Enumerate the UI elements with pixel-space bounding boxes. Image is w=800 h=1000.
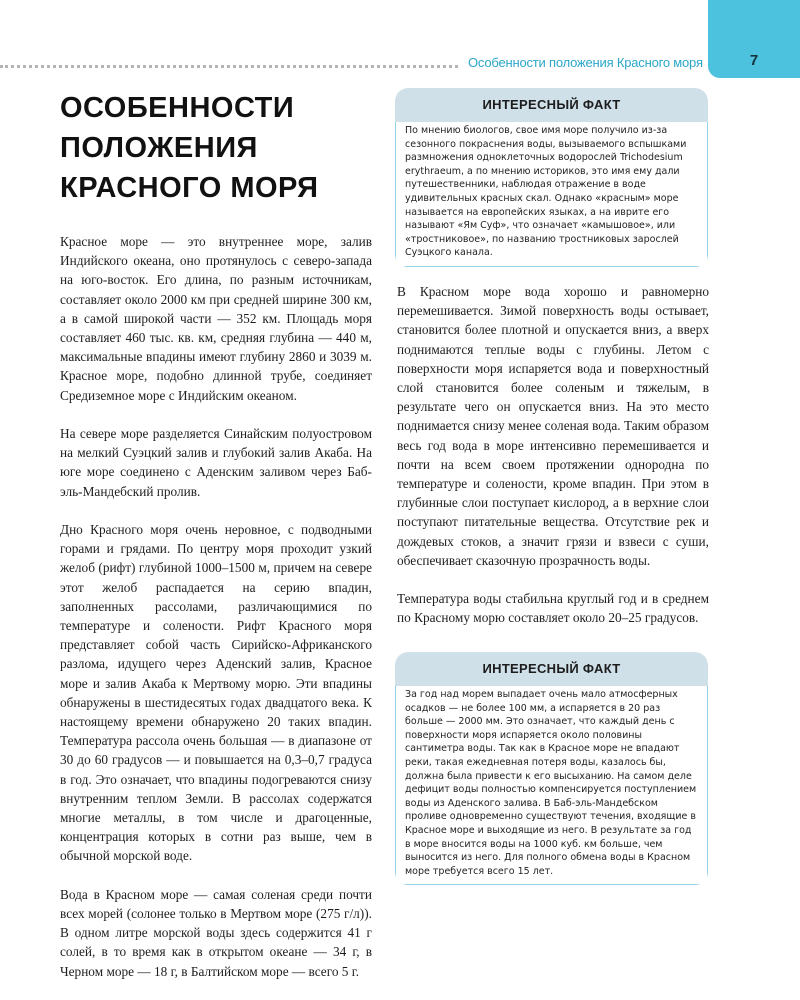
fact-box: [395, 652, 708, 885]
paragraph: Температура воды стабильна круглый год и в среднем по Красному морю составляет около 20–25 градусов.: [397, 591, 709, 626]
paragraph: На севере море разделяется Синайским полуостровом на мелкий Суэцкий залив и глубокий залив Акаба. На юге море соединено с Аденским заливом через Баб-эль-Мандебский пролив.: [60, 426, 372, 499]
paragraph: В Красном море вода хорошо и равномерно перемешивается. Зимой поверхность воды остывает, становится более плотной и опускается вниз, а вверх поднимаются теплые воды с глубины. Летом с поверхности моря испаряется вода и поверхностный слой становится более соленым и тяжелым, в результате чего он опускается вниз. На это место поднимается снизу менее соленая вода. Таким образом весь год вода в море интенсивно перемешивается и почти на всем своем протяжении однородна по температуре и солености, кроме впадин. При этом в глубинные слои поступает кислород, а в верхние слои поступают питательные вещества. Отсутствие рек и дождевых стоков, а значит грязи и взвеси с суши, обеспечивает сказочную прозрачность воды.: [397, 284, 709, 568]
right-column: [397, 282, 709, 647]
page-title: ОСОБЕННОСТИ ПОЛОЖЕНИЯ КРАСНОГО МОРЯ: [60, 92, 319, 204]
dotted-rule: [0, 65, 458, 68]
fact-box-heading: ИНТЕРЕСНЫЙ ФАКТ: [395, 652, 708, 686]
fact-box-text: По мнению биологов, свое имя море получило из-за сезонного покраснения воды, вызываемого вспышками размножения одноклеточных водорослей Trichodesium erythraeum, а по мнению историков, это имя ему дали путешественники, наблюдая отражение в воде удивительных красных скал. Однако «красным» море называется на европейских языках, а на иврите его называют «Ям Суф», что означает «камышовое», или «тростниковое», по названию тростниковых зарослей Суэцкого канала.: [395, 122, 708, 267]
left-column: [60, 232, 372, 1000]
page-number-tab: [708, 0, 800, 78]
fact-box-heading: ИНТЕРЕСНЫЙ ФАКТ: [395, 88, 708, 122]
fact-box-text: За год над морем выпадает очень мало атмосферных осадков — не более 100 мм, а испаряется в 20 раз больше — 2000 мм. Это означает, что каждый день с поверхности моря испаряется около половины сантиметра воды. Так как в Красное море не впадают реки, такая ежедневная потеря воды, казалось бы, должна была привести к его высыханию. На самом деле дефицит воды полностью компенсируется поступлением воды из Аденского залива. В Баб-эль-Мандебском проливе одновременно существуют течения, входящие в Красное море и выходящие из него. В результате за год в море вносится воды на 1000 куб. км больше, чем выносится из него. Для полного обмена воды в Красном море требуется всего 15 лет.: [395, 686, 708, 885]
paragraph: Красное море — это внутреннее море, залив Индийского океана, оно протянулось с северо-запада на юго-восток. Его длина, по разным источникам, составляет около 2000 км при средней ширине 300 км, а в самой широкой части — 352 км. Площадь моря составляет 460 тыс. кв. км, средняя глубина — 440 м, максимальные впадины имеют глубину 2860 и 3039 м. Красное море, подобно длинной трубе, соединяет Средиземное море с Индийским океаном.: [60, 234, 372, 403]
running-title: Особенности положения Красного моря: [468, 55, 703, 70]
paragraph: Вода в Красном море — самая соленая среди почти всех морей (солонее только в Мертвом море (275 г/л)). В одном литре морской воды здесь содержится 41 г солей, в то время как в открытом океане — 34 г, в Черном море — 18 г, в Балтийском море — всего 5 г.: [60, 886, 372, 979]
page-number: 7: [749, 52, 759, 69]
paragraph: Дно Красного моря очень неровное, с подводными горами и грядами. По центру моря проходит узкий желоб (рифт) глубиной 1000–1500 м, причем на севере этот желоб распадается на серию впадин, заполненных рассолами, различающимися по температуре и солености. Рифт Красного моря представляет собой часть Сирийско-Африканского разлома, идущего через Аденский залив, Красное море и залив Акаба к Мертвому морю. Эти впадины обнаружены в шестидесятых годах двадцатого века. К настоящему времени обнаружено 20 таких впадин. Температура рассола очень большая — в диапазоне от 30 до 60 градусов — и повышается на 0,3–0,7 градуса в год. Это означает, что впадины подогреваются снизу внутренним теплом Земли. В рассолах содержатся многие металлы, в том числе и драгоценные, концентрация которых в сотни раз выше, чем в обычной морской воде.: [60, 522, 372, 864]
fact-box: [395, 88, 708, 267]
